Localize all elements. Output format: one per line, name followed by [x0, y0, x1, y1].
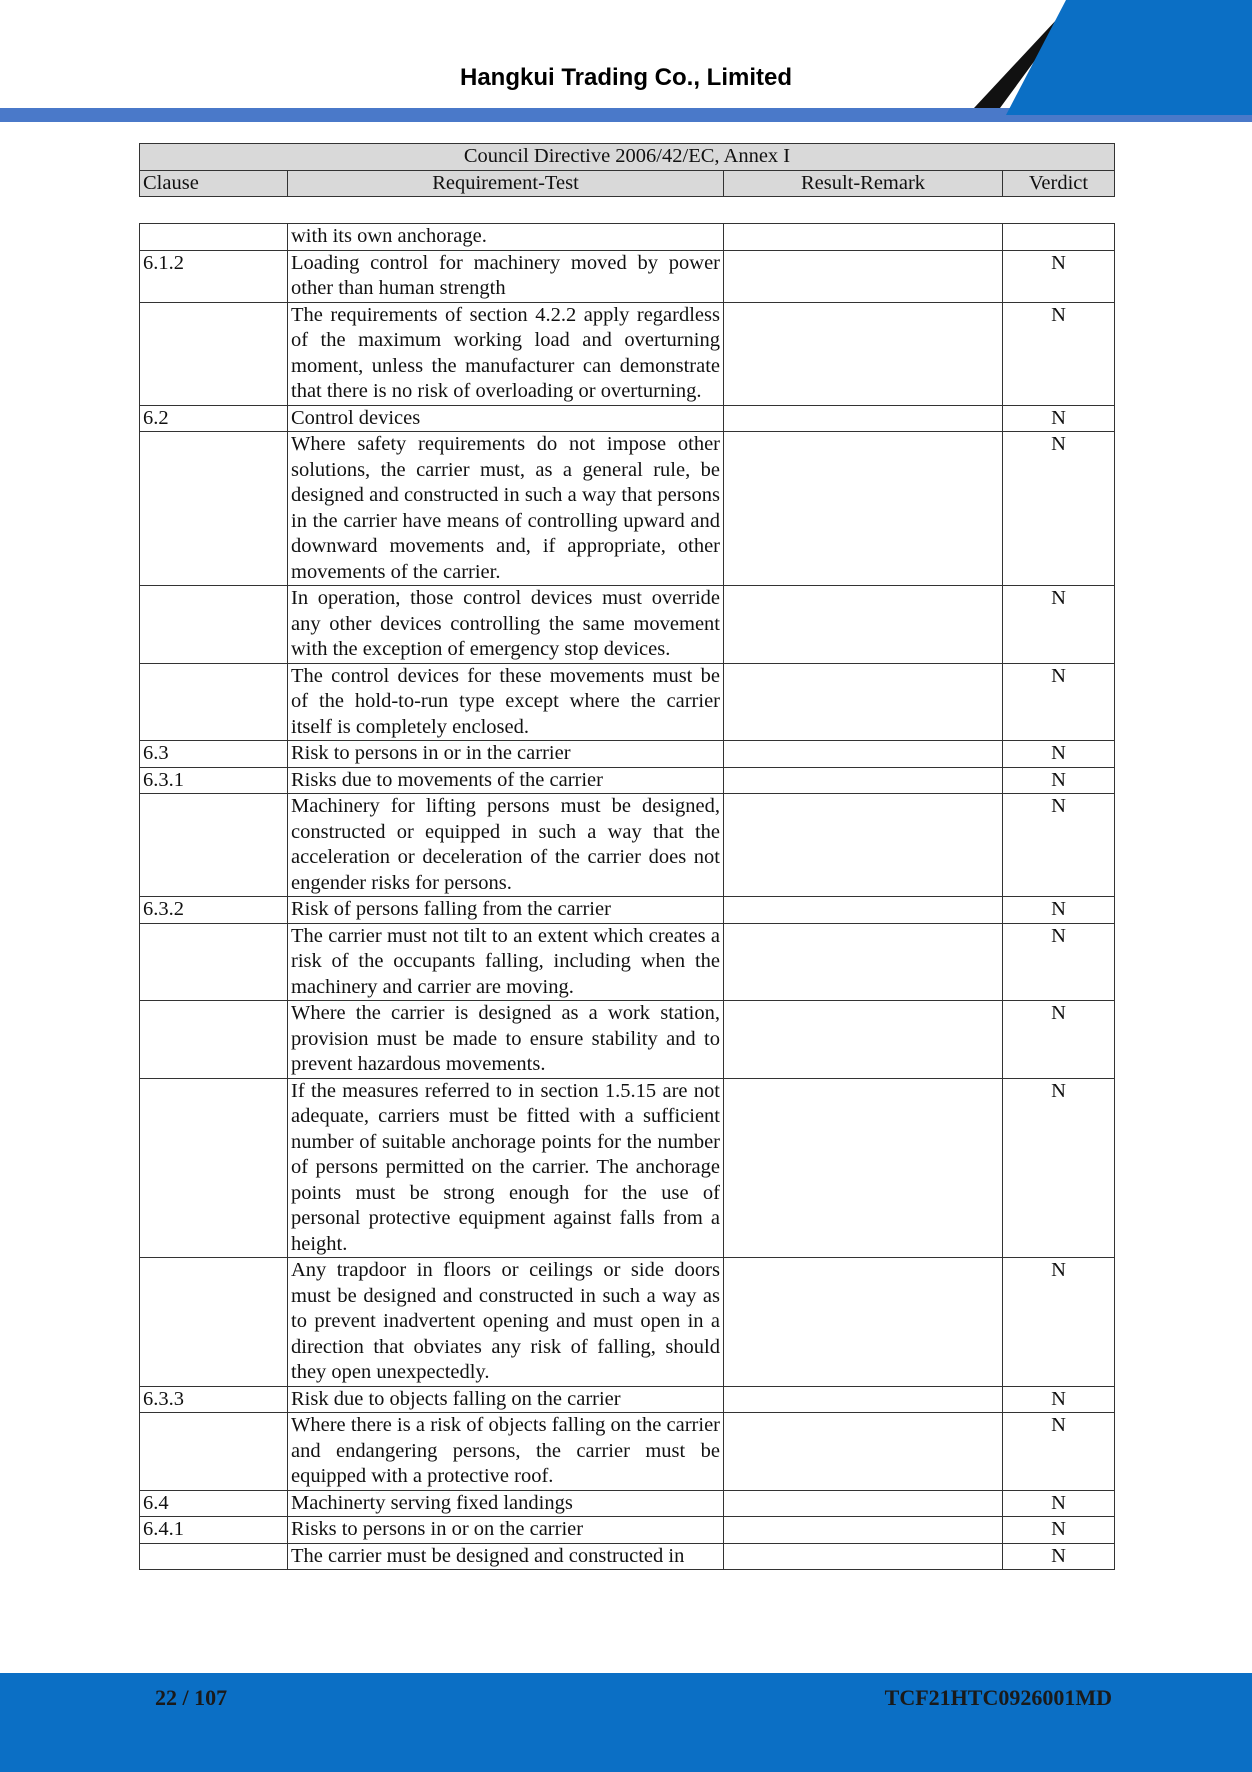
result-cell [724, 767, 1003, 794]
table-row [140, 1386, 1115, 1413]
requirement-cell: Risk to persons in or in the carrier [288, 741, 724, 768]
clause-cell [140, 1543, 288, 1570]
verdict-cell: N [1003, 302, 1115, 405]
requirement-cell: Where safety requirements do not impose other solutions, the carrier must, as a general rule, be designed and constructed in such a way that persons in the carrier have means of controlling upward and downward movements and, if appropriate, other movements of the carrier. [288, 432, 724, 586]
table-row [140, 1258, 1115, 1387]
table-row [140, 1517, 1115, 1544]
table-row [140, 250, 1115, 302]
clause-cell [140, 224, 288, 251]
clause-cell: 6.3.1 [140, 767, 288, 794]
result-cell [724, 1413, 1003, 1491]
clause-cell [140, 1001, 288, 1079]
verdict-cell: N [1003, 1386, 1115, 1413]
company-name: Hangkui Trading Co., Limited [459, 64, 792, 91]
requirement-cell: Where there is a risk of objects falling on the carrier and endangering persons, the carrier must be equipped with a protective roof. [288, 1413, 724, 1491]
result-cell [724, 1490, 1003, 1517]
clause-cell [140, 1413, 288, 1491]
verdict-cell [1003, 224, 1115, 251]
table-header [139, 143, 1115, 197]
directive-title: Council Directive 2006/42/EC, Annex I [140, 144, 1115, 171]
result-cell [724, 432, 1003, 586]
result-cell [724, 586, 1003, 664]
verdict-cell: N [1003, 1490, 1115, 1517]
column-header-requirement: Requirement-Test [288, 170, 724, 197]
verdict-cell: N [1003, 1413, 1115, 1491]
column-header-row [140, 170, 1115, 197]
result-cell [724, 405, 1003, 432]
verdict-cell: N [1003, 1078, 1115, 1258]
clause-cell [140, 586, 288, 664]
verdict-cell: N [1003, 405, 1115, 432]
requirement-cell: The requirements of section 4.2.2 apply regardless of the maximum working load and overturning moment, unless the manufacturer can demonstrate that there is no risk of overloading or overturning. [288, 302, 724, 405]
result-cell [724, 224, 1003, 251]
requirements-table-body [140, 224, 1115, 1570]
clause-cell [140, 432, 288, 586]
requirement-cell: The carrier must be designed and constructed in [288, 1543, 724, 1570]
requirement-cell: In operation, those control devices must override any other devices controlling the same movement with the exception of emergency stop devices. [288, 586, 724, 664]
table-row [140, 1413, 1115, 1491]
result-cell [724, 1078, 1003, 1258]
clause-cell: 6.2 [140, 405, 288, 432]
clause-cell [140, 794, 288, 897]
verdict-cell: N [1003, 586, 1115, 664]
clause-cell [140, 923, 288, 1001]
requirement-cell: The carrier must not tilt to an extent which creates a risk of the occupants falling, including when the machinery and carrier are moving. [288, 923, 724, 1001]
clause-cell: 6.4 [140, 1490, 288, 1517]
table-row [140, 1001, 1115, 1079]
verdict-cell: N [1003, 923, 1115, 1001]
verdict-cell: N [1003, 897, 1115, 924]
column-header-result: Result-Remark [724, 170, 1003, 197]
requirement-cell: Machinerty serving fixed landings [288, 1490, 724, 1517]
requirement-cell: If the measures referred to in section 1.5.15 are not adequate, carriers must be fitted with a sufficient number of suitable anchorage points for the number of persons permitted on the carrier. The anchorage points must be strong enough for the use of personal protective equipment against falls from a height. [288, 1078, 724, 1258]
column-header-verdict: Verdict [1003, 170, 1115, 197]
table-row [140, 923, 1115, 1001]
clause-cell [140, 302, 288, 405]
page-number: 22 / 107 [155, 1685, 228, 1710]
clause-cell: 6.4.1 [140, 1517, 288, 1544]
table-row [140, 224, 1115, 251]
result-cell [724, 1517, 1003, 1544]
column-header-clause: Clause [140, 170, 288, 197]
result-cell [724, 897, 1003, 924]
result-cell [724, 1543, 1003, 1570]
verdict-cell: N [1003, 767, 1115, 794]
verdict-cell: N [1003, 432, 1115, 586]
result-cell [724, 794, 1003, 897]
verdict-cell: N [1003, 663, 1115, 741]
table-row [140, 1078, 1115, 1258]
clause-cell [140, 663, 288, 741]
verdict-cell: N [1003, 1517, 1115, 1544]
result-cell [724, 923, 1003, 1001]
result-cell [724, 302, 1003, 405]
table-row [140, 1543, 1115, 1570]
table-row [140, 897, 1115, 924]
table-row [140, 405, 1115, 432]
requirement-cell: Control devices [288, 405, 724, 432]
requirements-table [139, 223, 1115, 1570]
requirement-cell: with its own anchorage. [288, 224, 724, 251]
result-cell [724, 1386, 1003, 1413]
verdict-cell: N [1003, 741, 1115, 768]
verdict-cell: N [1003, 794, 1115, 897]
requirement-cell: Machinery for lifting persons must be designed, constructed or equipped in such a way that the acceleration or deceleration of the carrier does not engender risks for persons. [288, 794, 724, 897]
requirement-cell: Risk of persons falling from the carrier [288, 897, 724, 924]
result-cell [724, 1001, 1003, 1079]
verdict-cell: N [1003, 1543, 1115, 1570]
requirement-cell: The control devices for these movements must be of the hold-to-run type except where the carrier itself is completely enclosed. [288, 663, 724, 741]
clause-cell: 6.3.2 [140, 897, 288, 924]
verdict-cell: N [1003, 1258, 1115, 1387]
table-row [140, 794, 1115, 897]
result-cell [724, 1258, 1003, 1387]
verdict-cell: N [1003, 1001, 1115, 1079]
document-code: TCF21HTC0926001MD [884, 1685, 1112, 1710]
table-row [140, 741, 1115, 768]
blue-corner-shape [1006, 0, 1252, 115]
result-cell [724, 250, 1003, 302]
requirement-cell: Risk due to objects falling on the carrier [288, 1386, 724, 1413]
table-title-row [140, 144, 1115, 171]
table-row [140, 586, 1115, 664]
clause-cell: 6.1.2 [140, 250, 288, 302]
clause-cell [140, 1258, 288, 1387]
table-row [140, 663, 1115, 741]
requirement-cell: Where the carrier is designed as a work station, provision must be made to ensure stability and to prevent hazardous movements. [288, 1001, 724, 1079]
result-cell [724, 741, 1003, 768]
table-row [140, 1490, 1115, 1517]
header-corner-decoration [970, 0, 1252, 122]
clause-cell: 6.3.3 [140, 1386, 288, 1413]
requirement-cell: Risks due to movements of the carrier [288, 767, 724, 794]
result-cell [724, 663, 1003, 741]
requirement-cell: Any trapdoor in floors or ceilings or side doors must be designed and constructed in such a way as to prevent inadvertent opening and must open in a direction that obviates any risk of falling, should they open unexpectedly. [288, 1258, 724, 1387]
clause-cell [140, 1078, 288, 1258]
clause-cell: 6.3 [140, 741, 288, 768]
table-row [140, 767, 1115, 794]
table-row [140, 302, 1115, 405]
requirement-cell: Risks to persons in or on the carrier [288, 1517, 724, 1544]
requirement-cell: Loading control for machinery moved by power other than human strength [288, 250, 724, 302]
table-row [140, 432, 1115, 586]
verdict-cell: N [1003, 250, 1115, 302]
